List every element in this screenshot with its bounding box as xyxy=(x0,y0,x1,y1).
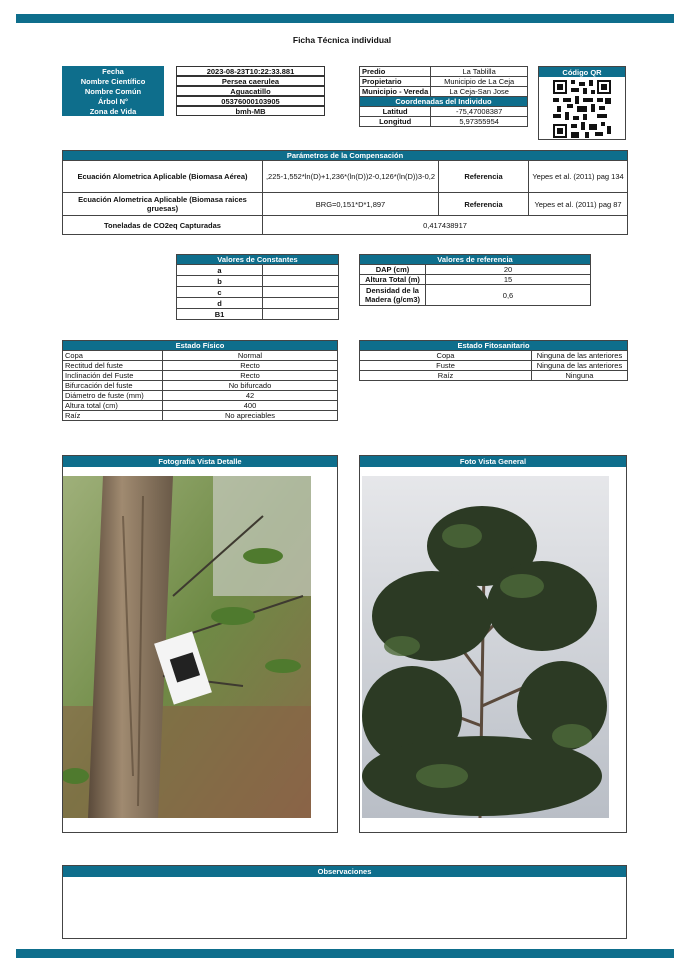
arbol-numero-label: Árbol N° xyxy=(62,96,164,106)
constante-label: d xyxy=(177,298,263,309)
densidad-value: 0,6 xyxy=(426,285,591,306)
constante-value xyxy=(263,287,339,298)
municipio-value: La Ceja-San Jose xyxy=(431,87,528,97)
municipio-label: Municipio - Vereda xyxy=(360,87,431,97)
predio-row xyxy=(360,67,528,77)
longitud-row xyxy=(360,117,528,127)
constante-label: B1 xyxy=(177,309,263,320)
propietario-label: Propietario xyxy=(360,77,431,87)
estado-fisico-label: Inclinación del Fuste xyxy=(63,371,163,381)
estado-fisico-row xyxy=(63,371,338,381)
fecha-label: Fecha xyxy=(62,66,164,76)
fitosanitario-row xyxy=(360,371,628,381)
foto-general-header: Foto Vista General xyxy=(360,456,626,467)
estado-fisico-value: No bifurcado xyxy=(163,381,338,391)
estado-fisico-header: Estado Físico xyxy=(63,341,338,351)
biomasa-aerea-label: Ecuación Alometrica Aplicable (Biomasa Aérea) xyxy=(63,161,263,193)
estado-fisico-value: Normal xyxy=(163,351,338,361)
fitosanitario-row xyxy=(360,351,628,361)
altura-value: 15 xyxy=(426,275,591,285)
referencia-table xyxy=(359,254,591,306)
estado-fisico-row xyxy=(63,411,338,421)
estado-fisico-table xyxy=(62,340,338,421)
fitosanitario-label: Fuste xyxy=(360,361,532,371)
constante-value xyxy=(263,309,339,320)
constantes-header: Valores de Constantes xyxy=(177,255,339,265)
estado-fisico-value: 42 xyxy=(163,391,338,401)
page-title: Ficha Técnica individual xyxy=(292,35,392,45)
propietario-row xyxy=(360,77,528,87)
biomasa-raices-ref-value: Yepes et al. (2011) pag 87 xyxy=(529,193,628,216)
fitosanitario-label: Copa xyxy=(360,351,532,361)
identificacion-block xyxy=(62,66,325,116)
biomasa-raices-row xyxy=(63,193,628,216)
zona-vida-value: bmh-MB xyxy=(176,106,325,116)
predio-label: Predio xyxy=(360,67,431,77)
biomasa-aerea-ecuacion: ,225-1,552*ln(D)+1,236*(ln(D))2-0,126*(ln(D))3-0,2 xyxy=(263,161,439,193)
nombre-cientifico-label: Nombre Científico xyxy=(62,76,164,86)
bottom-bar xyxy=(16,949,674,958)
estado-fisico-row xyxy=(63,391,338,401)
estado-fisico-value: Recto xyxy=(163,371,338,381)
estado-fisico-label: Diámetro de fuste (mm) xyxy=(63,391,163,401)
constante-row xyxy=(177,287,339,298)
latitud-value: -75,47008387 xyxy=(431,107,528,117)
estado-fisico-label: Altura total (cm) xyxy=(63,401,163,411)
qr-header: Código QR xyxy=(539,67,625,77)
constante-value xyxy=(263,265,339,276)
estado-fisico-row xyxy=(63,351,338,361)
toneladas-row xyxy=(63,216,628,235)
biomasa-raices-label: Ecuación Alometrica Aplicable (Biomasa raices gruesas) xyxy=(63,193,263,216)
constante-row xyxy=(177,276,339,287)
estado-fisico-value: Recto xyxy=(163,361,338,371)
foto-general-panel xyxy=(359,455,627,833)
nombre-comun-label: Nombre Común xyxy=(62,86,164,96)
arbol-numero-value: 05376000103905 xyxy=(176,96,325,106)
estado-fitosanitario-table xyxy=(359,340,628,381)
longitud-label: Longitud xyxy=(360,117,431,127)
densidad-row xyxy=(360,285,591,306)
fecha-value: 2023-08-23T10:22:33.881 xyxy=(176,66,325,76)
longitud-value: 5,97355954 xyxy=(431,117,528,127)
fitosanitario-row xyxy=(360,361,628,371)
estado-fisico-value: No apreciables xyxy=(163,411,338,421)
foto-detalle-panel xyxy=(62,455,338,833)
biomasa-raices-ref-label: Referencia xyxy=(439,193,529,216)
nombre-cientifico-value: Persea caerulea xyxy=(176,76,325,86)
biomasa-raices-ecuacion: BRG=0,151*D*1,897 xyxy=(263,193,439,216)
estado-fisico-label: Bifurcación del fuste xyxy=(63,381,163,391)
estado-fitosanitario-header: Estado Fitosanitario xyxy=(360,341,628,351)
toneladas-value: 0,417438917 xyxy=(263,216,628,235)
municipio-row xyxy=(360,87,528,97)
densidad-label: Densidad de la Madera (g/cm3) xyxy=(360,285,426,306)
parametros-header: Parámetros de la Compensación xyxy=(63,151,628,161)
estado-fisico-label: Raíz xyxy=(63,411,163,421)
coordenadas-header: Coordenadas del Individuo xyxy=(360,97,528,107)
constante-value xyxy=(263,298,339,309)
constante-label: a xyxy=(177,265,263,276)
dap-row xyxy=(360,265,591,275)
fitosanitario-label: Raíz xyxy=(360,371,532,381)
constante-row xyxy=(177,298,339,309)
estado-fisico-label: Copa xyxy=(63,351,163,361)
toneladas-label: Toneladas de CO2eq Capturadas xyxy=(63,216,263,235)
zona-vida-label: Zona de Vida xyxy=(62,106,164,116)
propietario-value: Municipio de La Ceja xyxy=(431,77,528,87)
observaciones-box xyxy=(62,865,627,939)
constante-row xyxy=(177,309,339,320)
estado-fisico-label: Rectitud del fuste xyxy=(63,361,163,371)
top-bar xyxy=(16,14,674,23)
constante-label: c xyxy=(177,287,263,298)
biomasa-aerea-row xyxy=(63,161,628,193)
parametros-table xyxy=(62,150,628,235)
constante-row xyxy=(177,265,339,276)
latitud-row xyxy=(360,107,528,117)
foto-general-image xyxy=(362,476,609,818)
biomasa-aerea-ref-value: Yepes et al. (2011) pag 134 xyxy=(529,161,628,193)
latitud-label: Latitud xyxy=(360,107,431,117)
ubicacion-table xyxy=(359,66,528,127)
estado-fisico-value: 400 xyxy=(163,401,338,411)
dap-value: 20 xyxy=(426,265,591,275)
observaciones-text xyxy=(63,877,626,883)
foto-detalle-header: Fotografía Vista Detalle xyxy=(63,456,337,467)
foto-detalle-image xyxy=(63,476,311,818)
qr-block xyxy=(538,66,626,140)
estado-fisico-row xyxy=(63,401,338,411)
observaciones-header: Observaciones xyxy=(63,866,626,877)
fitosanitario-value: Ninguna de las anteriores xyxy=(532,351,628,361)
constantes-table xyxy=(176,254,339,320)
estado-fisico-row xyxy=(63,381,338,391)
altura-row xyxy=(360,275,591,285)
referencia-header: Valores de referencia xyxy=(360,255,591,265)
constante-label: b xyxy=(177,276,263,287)
constante-value xyxy=(263,276,339,287)
estado-fisico-row xyxy=(63,361,338,371)
nombre-comun-value: Aguacatillo xyxy=(176,86,325,96)
biomasa-aerea-ref-label: Referencia xyxy=(439,161,529,193)
dap-label: DAP (cm) xyxy=(360,265,426,275)
fitosanitario-value: Ninguna de las anteriores xyxy=(532,361,628,371)
fitosanitario-value: Ninguna xyxy=(532,371,628,381)
predio-value: La Tablilla xyxy=(431,67,528,77)
qr-code-icon xyxy=(553,80,611,138)
altura-label: Altura Total (m) xyxy=(360,275,426,285)
